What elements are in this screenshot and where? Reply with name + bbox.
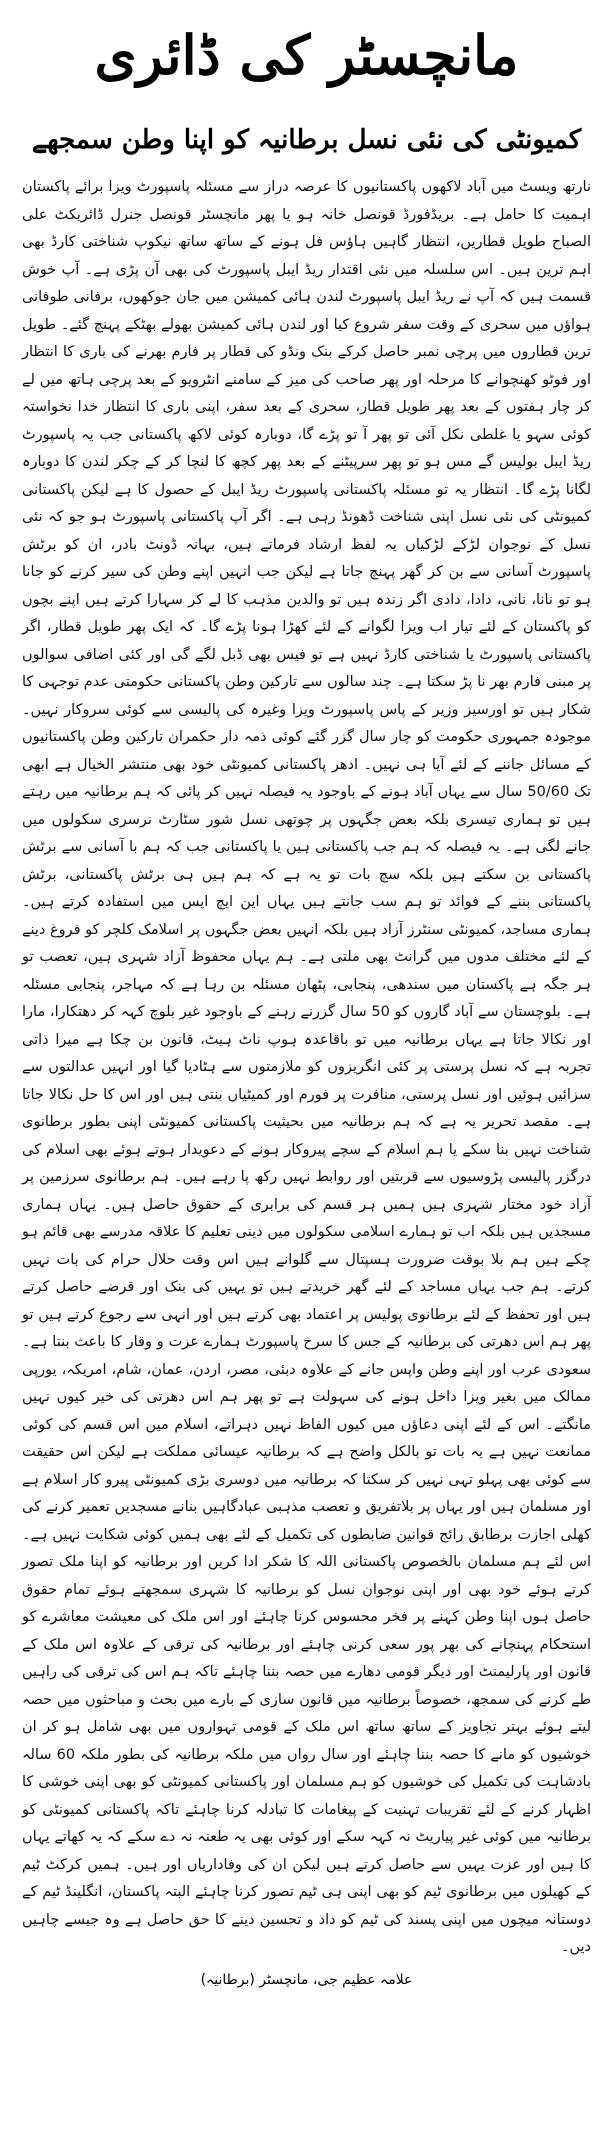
article-paragraph: نارتھ ویسٹ میں آباد لاکھوں پاکستانیوں کا عرصہ دراز سے مسئلہ پاسپورٹ ویزا برائے پاکستان اہمیت کا حامل ہے۔ بریڈفورڈ قونصل خانہ ہو یا پھر مانچسٹر قونصل جنرل ڈائریکٹ علی الصباح طویل قطاریں، انتظار گاہیں ہاؤس فل ہونے کے ساتھ ساتھ نیکوپ شناختی کارڈ بھی اہم ترین ہیں۔ اس سلسلہ میں نئی اقتدار ریڈ ایبل پاسپورٹ کی بھی آن پڑی ہے۔ آپ خوش قسمت ہیں کہ آپ نے ریڈ ایبل پاسپورٹ لندن ہائی کمیشن میں جان جوکھوں، برفانی طوفانی ہواؤں میں سحری کے وقت سفر شروع کیا اور لندن ہائی کمیشن بھولے بھٹکے پہنچ گئے۔ طویل ترین قطاروں میں پرچی نمبر حاصل کرکے بنک ونڈو کی قطار پر فارم بھرنے کی باری کا انتظار اور فوٹو کھنچوانے کا مرحلہ اور پھر صاحب کی میز کے سامنے انٹرویو کے بعد پرچی ہاتھ میں لے کر چار ہفتوں کے بعد پھر طویل قطار، سحری کے بعد سفر، اپنی باری کا انتظار خدا نخواستہ کوئی سہو یا غلطی نکل آئی تو پھر آ تو پڑے گا، دوبارہ کوئی لاکھ پاکستانی جب یہ پاسپورٹ ریڈ ایبل بولیس گے مس ہو تو پھر سرپیٹنے کے بعد پھر کچھ کا لنچا کر کے چکر لندن کا دوبارہ لگانا پڑے گا۔ انتظار یہ تو مسئلہ پاکستانی پاسپورٹ ریڈ ایبل کے حصول کا ہے لیکن پاکستانی کمیونٹی کی نئی نسل اپنی شناخت ڈھونڈ رہی ہے۔ اگر آپ پاکستانی پاسپورٹ ہو جو کہ نئی نسل کے نوجوان لڑکے لڑکیاں یہ لفظ ارشاد فرماتے ہیں، بہانہ ڈونٹ بادر، ان کو برٹش پاسپورٹ آسانی سے بن کر گھر پہنچ جاتا ہے لیکن جب انہیں اپنے وطن کی سیر کرنے کو جانا ہو تو نانا، نانی، دادا، دادی اگر زندہ ہیں تو والدین مذہب کا لے کر سہارا کرتے ہیں اپنے بچوں کو پاکستان کے لئے تیار اب ویزا لگوانے کے لئے کھڑا ہونا پڑے گا۔ کہ ایک پھر طویل قطار، اگر پاکستانی پاسپورٹ یا شناختی کارڈ نہیں ہے تو فیس بھی ڈبل لگے گی اور کئی اضافی سوالوں پر مبنی فارم بھر نا پڑ سکتا ہے۔ چند سالوں سے تارکین وطن پاکستانی حکومتی عدم توجہی کا شکار ہیں تو اورسیز وزیر کے پاس پاسپورٹ ویزا وغیرہ کی پالیسی سے کوئی سروکار نہیں۔ موجودہ جمہوری حکومت کو چار سال گزر گئے کوئی ذمہ دار حکمران تارکین وطن پاکستانیوں کے مسائل جاننے کے لئے آیا ہی نہیں۔ ادھر پاکستانی کمیونٹی خود بھی منتشر الخیال ہے ابھی تک 50/60 سال سے یہاں آباد ہونے کے باوجود یہ فیصلہ نہیں کر پائی کہ ہم برطانیہ میں رہتے ہیں تو ہماری تیسری بلکہ بعض جگہوں پر چوتھی نسل شور سٹارٹ نرسری سکولوں میں جانے لگی ہے۔ یہ فیصلہ کہ ہم جب پاکستانی ہیں یا پاکستانی جب کہ ہم با آسانی سے برٹش پاکستانی بن سکتے ہیں بلکہ سچ بات تو یہ ہے کہ ہم ہیں ہی برٹش پاکستانی، برٹش پاکستانی بننے کے فوائد تو ہم سب جانتے ہیں یہاں این ایچ ایس میں استفادہ کرتے ہیں۔ ہماری مساجد، کمیونٹی سنٹرز آزاد ہیں بلکہ انہیں بعض جگہوں پر اسلامک کلچر کو فروغ دینے کے لئے مختلف مدوں میں گرانٹ بھی ملتی ہے۔ ہم یہاں محفوظ آزاد شہری ہیں، تعصب تو ہر جگہ ہے پاکستان میں سندھی، پنجابی، پٹھان مسئلہ بن رہا ہے کہ مہاجر، پنجابی مسئلہ ہے۔ بلوچستان سے آباد گاروں کو 50 سال گزرنے رہنے کے باوجود غیر بلوچ کہہ کر دھتکارا، مارا اور نکالا جاتا ہے یہاں برطانیہ میں تو باقاعدہ ہوپ ناٹ ہیٹ، قانون بن چکا ہے میرا ذاتی تجربہ ہے کہ نسل پرستی پر کئی انگریزوں کو ملازمتوں سے ہٹادیا گیا اور انہیں عدالتوں سے سزائیں ہوئیں اور نسل پرستی، منافرت پر فورم اور کمیٹیاں بنتی ہیں اور اس کا حل نکالا جاتا ہے۔ مقصد تحریر یہ ہے کہ ہم برطانیہ میں بحیثیت پاکستانی کمیونٹی اپنی بطور برطانوی شناخت نہیں بنا سکے یا ہم اسلام کے سچے پیروکار ہونے کے دعویدار ہوتے ہوئے بھی اسلام کی درگزر پالیسی پڑوسیوں سے قربتیں اور روابط نہیں رکھ پا رہے ہیں۔ ہم برطانوی سرزمین پر آزاد خود مختار شہری ہیں ہمیں ہر قسم کی برابری کے حقوق حاصل ہیں۔ یہاں ہماری مسجدیں ہیں بلکہ اب تو ہمارے اسلامی سکولوں میں دینی تعلیم کا علاقہ مدرسے بھی قائم ہو چکے ہیں ہم بلا بوقت ضرورت ہسپتال سے گلوانے ہیں اس وقت حلال حرام کی بات نہیں کرتے۔ ہم جب یہاں مساجد کے لئے گھر خریدتے ہیں تو یہیں کی بنک اور قرضے حاصل کرتے ہیں اور تحفظ کے لئے برطانوی پولیس پر اعتماد بھی کرتے ہیں اور انہی سے رجوع کرتے ہیں تو پھر ہم اس دھرتی کی برطانیہ کے جس کا سرخ پاسپورٹ ہمارے عزت و وقار کا باعث بنتا ہے۔ سعودی عرب اور اپنے وطن واپس جانے کے علاوہ دبئی، مصر، اردن، عمان، شام، امریکہ، یورپی ممالک میں بغیر ویزا داخل ہونے کی سہولت ہے تو پھر ہم اس دھرتی کی خیر کیوں نہیں مانگتے۔ اس کے لئے اپنی دعاؤں میں کیوں الفاظ نہیں دہراتے، اسلام میں اس قسم کی کوئی ممانعت نہیں ہے یہ بات تو بالکل واضح ہے کہ برطانیہ عیسائی مملکت ہے لیکن اس حقیقت سے کوئی بھی پہلو تہی نہیں کر سکتا کہ برطانیہ میں دوسری بڑی کمیونٹی پیرو کار اسلام ہے اور مسلمان ہیں اور یہاں پر بلاتفریق و تعصب مذہبی عبادگاہیں بنانے مسجدیں تعمیر کرنے کی کھلی اجازت برطابق رائج قوانین ضابطوں کی تکمیل کے لئے بھی ہمیں کوئی شکایت نہیں ہے۔ اس لئے ہم مسلمان بالخصوص پاکستانی اللہ کا شکر ادا کریں اور برطانیہ کو اپنا ملک تصور کرتے ہوئے خود بھی اور اپنی نوجوان نسل کو برطانیہ کا شہری سمجھتے ہوئے تمام حقوق حاصل ہوں اپنا وطن کہنے پر فخر محسوس کرنا چاہئے اور اس ملک کی معیشت معاشرے کو استحکام پہنچانے کی بھر پور سعی کرنی چاہئے اور برطانیہ کی ترقی کے علاوہ اس ملک کے قانون اور پارلیمنٹ اور دیگر قومی دھارے میں حصہ بننا چاہئے تاکہ ہم اس کی ترقی کی راہیں طے کرنے کی سمجھ، خصوصاً برطانیہ میں قانون سازی کے بارے میں بحث و مباحثوں میں حصہ لیتے ہوئے بہتر تجاویز کے ساتھ ساتھ اس ملک کے قومی تہواروں میں بھی شامل ہو کر ان خوشیوں کو مانے کا حصہ بننا چاہئے اور سال رواں میں ملکہ برطانیہ کی بطور ملکہ 60 سالہ بادشاہت کی تکمیل کی خوشیوں کو ہم مسلمان اور پاکستانی کمیونٹی کو بھی اپنی خوشی کا اظہار کرنے کے لئے تقریبات تہنیت کے پیغامات کا تبادلہ کرنا چاہئے تاکہ پاکستانی کمیونٹی کو برطانیہ میں کوئی غیر پیاریٹ نہ کہہ سکے اور کوئی بھی یہ طعنہ نہ دے سکے کہ یہ کھاتے یہاں کا ہیں اور عزت یہیں سے حاصل کرتے ہیں لیکن ان کی وفاداریاں اور ہیں۔ ہمیں کرکٹ ٹیم کے کھیلوں میں برطانوی ٹیم کو بھی اپنی ہی ٹیم تصور کرنا چاہئے البتہ پاکستان، انگلینڈ ٹیم کے دوستانہ میچوں میں اپنی پسند کی ٹیم کو داد و تحسین دینے کا حق حاصل ہے وہ جیسے چاہیں دیں۔ [22, 179, 592, 1955]
article-headline: کمیونٹی کی نئی نسل برطانیہ کو اپنا وطن سمجھے [31, 125, 582, 155]
author-byline: علامہ عظیم جی، مانچسٹر (برطانیہ) [200, 1971, 413, 1988]
masthead [22, 0, 591, 110]
article-body [22, 174, 591, 1962]
article-headline-block [22, 110, 591, 170]
column-title: مانچسٹر کی ڈائری [94, 23, 519, 87]
